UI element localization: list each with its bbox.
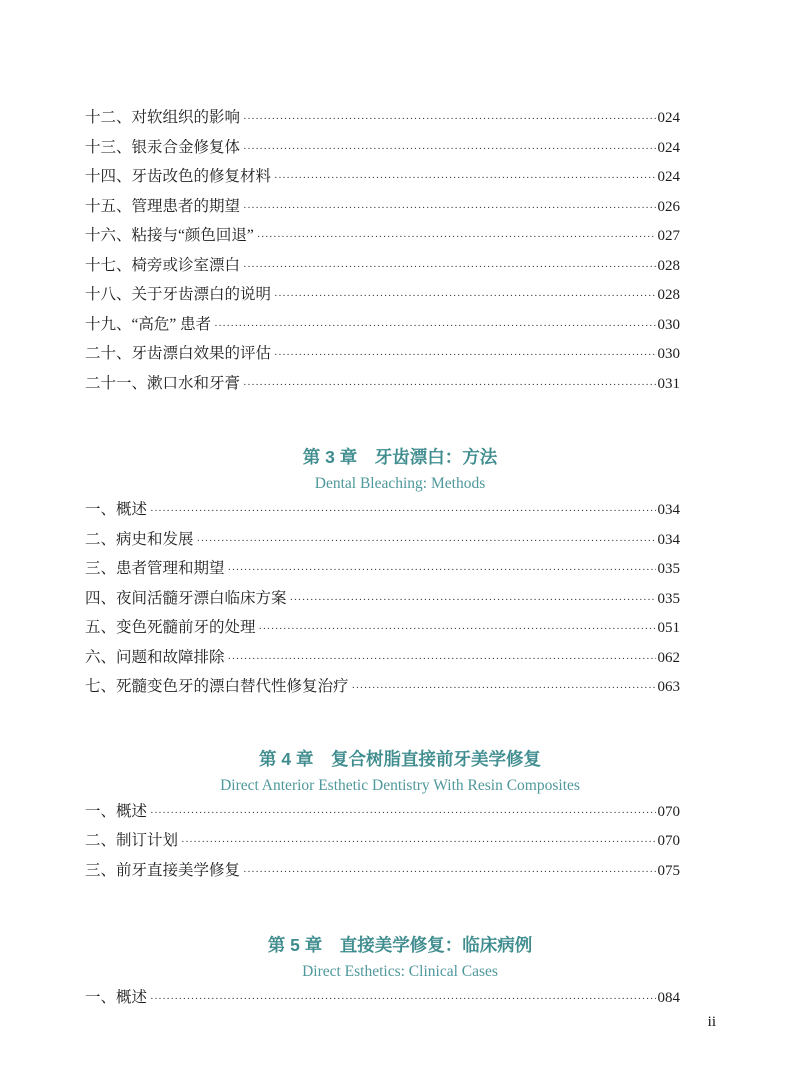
chapter-title-en: Direct Esthetics: Clinical Cases — [302, 963, 498, 980]
toc-entry — [0, 193, 800, 223]
toc-continued-list — [0, 104, 800, 399]
dot-leader — [352, 674, 656, 703]
toc-entry-page-number: 070 — [657, 803, 680, 820]
toc-entry — [0, 526, 800, 556]
toc-entry-page-number: 026 — [657, 198, 680, 215]
toc-entry — [0, 644, 800, 674]
dot-leader — [228, 645, 656, 674]
dot-leader — [197, 527, 656, 556]
toc-entry-page-number: 024 — [657, 139, 680, 156]
chapter-section-4 — [0, 746, 800, 887]
toc-entry — [0, 134, 800, 164]
dot-leader — [243, 371, 655, 400]
dot-leader — [228, 556, 656, 585]
toc-entry — [0, 340, 800, 370]
toc-entry-page-number: 084 — [657, 990, 680, 1006]
toc-entry-label: 四、夜间活髓牙漂白临床方案 — [85, 589, 287, 607]
toc-entry-page-number: 028 — [657, 287, 680, 303]
toc-entry-label: 十八、关于牙齿漂白的说明 — [85, 286, 272, 303]
toc-entry-label: 十七、椅旁或诊室漂白 — [85, 256, 241, 274]
toc-entry-label: 十四、牙齿改色的修复材料 — [85, 168, 272, 185]
dot-leader — [150, 799, 655, 828]
chapter-entries-list — [0, 798, 800, 887]
toc-entry — [0, 311, 800, 341]
toc-entry-page-number: 034 — [657, 502, 680, 518]
toc-entry-label: 十三、银汞合金修复体 — [85, 138, 241, 156]
toc-entry — [0, 827, 800, 857]
dot-leader — [243, 253, 655, 282]
toc-entry-label: 二十、牙齿漂白效果的评估 — [85, 345, 272, 362]
toc-entry — [0, 370, 800, 400]
dot-leader — [243, 194, 655, 223]
toc-entry-page-number: 031 — [657, 375, 680, 392]
toc-entry-page-number: 024 — [657, 110, 680, 126]
dot-leader — [243, 858, 655, 887]
toc-entry-label: 十二、对软组织的影响 — [85, 109, 241, 126]
toc-entry — [0, 252, 800, 282]
toc-entry-label: 十六、粘接与“颜色回退” — [85, 227, 254, 244]
dot-leader — [243, 105, 655, 134]
toc-entry-page-number: 024 — [657, 169, 680, 185]
toc-entry-page-number: 030 — [657, 346, 680, 362]
toc-entry-label: 二、制订计划 — [85, 832, 179, 849]
toc-entry-label: 六、问题和故障排除 — [85, 648, 225, 666]
toc-entry-label: 二十一、漱口水和牙膏 — [85, 374, 241, 392]
toc-entry-label: 十五、管理患者的期望 — [85, 197, 241, 215]
chapter-title-zh: 第 3 章 牙齿漂白：方法 — [302, 447, 498, 467]
toc-entry-page-number: 028 — [657, 257, 680, 274]
toc-entry — [0, 673, 800, 703]
toc-entry-page-number: 063 — [657, 679, 680, 695]
toc-entry-page-number: 062 — [657, 649, 680, 666]
toc-entry-label: 一、概述 — [85, 501, 148, 518]
toc-entry — [0, 222, 800, 252]
toc-entry — [0, 555, 800, 585]
toc-entry — [0, 585, 800, 615]
toc-entry-page-number: 070 — [657, 833, 680, 849]
toc-entry — [0, 614, 800, 644]
toc-entry-label: 三、患者管理和期望 — [85, 560, 225, 577]
toc-entry-page-number: 035 — [657, 590, 680, 607]
toc-entry-label: 三、前牙直接美学修复 — [85, 861, 241, 879]
chapter-entries-list — [0, 984, 800, 1014]
chapter-section-3 — [0, 444, 800, 703]
toc-entry-label: 一、概述 — [85, 802, 148, 820]
dot-leader — [259, 615, 656, 644]
toc-entry-label: 二、病史和发展 — [85, 530, 194, 548]
chapter-title-zh: 第 4 章 复合树脂直接前牙美学修复 — [259, 748, 541, 769]
toc-entry — [0, 163, 800, 193]
toc-entry-page-number: 035 — [657, 561, 680, 577]
dot-leader — [243, 135, 655, 164]
toc-entry-page-number: 034 — [657, 531, 680, 548]
chapter-section-5 — [0, 932, 800, 1014]
toc-entry — [0, 104, 800, 134]
dot-leader — [257, 223, 656, 252]
dot-leader — [181, 828, 655, 857]
toc-entry-label: 十九、“高危” 患者 — [85, 315, 212, 333]
dot-leader — [214, 312, 655, 341]
toc-entry-label: 五、变色死髓前牙的处理 — [85, 619, 256, 636]
toc-entry-page-number: 027 — [657, 228, 680, 244]
dot-leader — [150, 497, 655, 526]
dot-leader — [150, 985, 655, 1014]
dot-leader — [274, 341, 655, 370]
folio-page-number: ii — [707, 1014, 716, 1030]
dot-leader — [274, 282, 655, 311]
dot-leader — [290, 586, 656, 615]
toc-entry — [0, 857, 800, 887]
toc-entry-label: 七、死髓变色牙的漂白替代性修复治疗 — [85, 678, 349, 695]
chapter-title-en: Direct Anterior Esthetic Dentistry With Resin Composites — [220, 776, 580, 794]
toc-entry — [0, 496, 800, 526]
chapter-entries-list — [0, 496, 800, 703]
toc-entry — [0, 798, 800, 828]
toc-entry — [0, 281, 800, 311]
toc-entry-label: 一、概述 — [85, 989, 148, 1006]
chapter-title-zh: 第 5 章 直接美学修复：临床病例 — [267, 935, 533, 955]
dot-leader — [274, 164, 655, 193]
toc-entry-page-number: 051 — [657, 620, 680, 636]
toc-entry — [0, 984, 800, 1014]
toc-entry-page-number: 030 — [657, 316, 680, 333]
toc-entry-page-number: 075 — [657, 862, 680, 879]
chapter-title-en: Dental Bleaching: Methods — [314, 475, 486, 492]
